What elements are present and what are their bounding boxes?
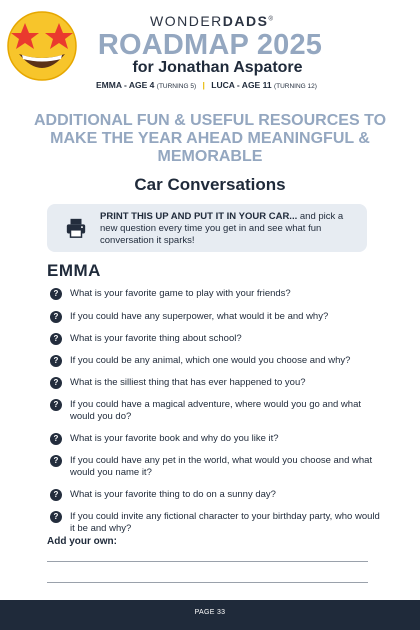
list-heading: EMMA (47, 261, 101, 280)
question-mark-icon: ? (50, 333, 62, 345)
question-mark-icon: ? (50, 399, 62, 411)
section-title: Car Conversations (134, 175, 286, 194)
section-headline: ADDITIONAL FUN & USEFUL RESOURCES TO MAKE THE YEAR AHEAD MEANINGFUL & MEMORABLE (33, 112, 387, 165)
page-subtitle: for Jonathan Aspatore (132, 59, 303, 76)
question-item (50, 377, 380, 389)
question-text: What is the silliest thing that has ever happened to you? (70, 377, 306, 388)
question-item (50, 333, 380, 345)
kid2-turning: (TURNING 12) (273, 83, 317, 90)
question-item (50, 399, 380, 423)
question-item (50, 511, 380, 535)
question-text: If you could have any superpower, what would it be and why? (70, 311, 329, 322)
question-list (50, 288, 380, 535)
kid1-name: EMMA - AGE 4 (96, 80, 155, 90)
question-text: What is your favorite thing to do on a sunny day? (70, 489, 276, 500)
question-mark-icon: ? (50, 433, 62, 445)
page-footer (0, 600, 420, 630)
question-mark-icon: ? (50, 455, 62, 467)
question-text: What is your favorite game to play with your friends? (70, 288, 291, 299)
question-item (50, 455, 380, 479)
question-text: If you could have a magical adventure, where would you go and what would you do? (70, 399, 361, 422)
brand-logo: WONDERDADS® (150, 13, 275, 29)
kid2-name: LUCA - AGE 11 (211, 80, 272, 90)
star-struck-emoji-icon (2, 4, 82, 84)
kid1-turning: (TURNING 5) (156, 83, 197, 90)
print-tip-box (47, 204, 367, 252)
question-mark-icon: ? (50, 355, 62, 367)
question-text: If you could be any animal, which one would you choose and why? (70, 355, 351, 366)
question-item (50, 355, 380, 367)
question-item (50, 311, 380, 323)
printer-icon (65, 217, 87, 239)
print-tip-text: PRINT THIS UP AND PUT IT IN YOUR CAR... and pick a new question every time you get in and see what fun conversation it sparks! (100, 211, 344, 246)
question-text: What is your favorite thing about school? (70, 333, 242, 344)
question-text: If you could have any pet in the world, what would you choose and what would you name it? (70, 455, 373, 478)
question-mark-icon: ? (50, 511, 62, 523)
question-item (50, 433, 380, 445)
add-your-own-label: Add your own: (47, 536, 117, 547)
kids-separator: | (202, 80, 205, 90)
question-mark-icon: ? (50, 288, 62, 300)
question-mark-icon: ? (50, 489, 62, 501)
question-mark-icon: ? (50, 377, 62, 389)
question-mark-icon: ? (50, 311, 62, 323)
question-text: If you could invite any fictional character to your birthday party, who would it be and why? (70, 511, 380, 534)
question-item (50, 489, 380, 501)
page-number: PAGE 33 (194, 609, 226, 616)
kids-info (96, 80, 396, 90)
page-title: ROADMAP 2025 (97, 29, 323, 61)
write-in-line (47, 582, 368, 583)
question-item (50, 288, 380, 300)
write-in-line (47, 561, 368, 562)
question-text: What is your favorite book and why do you like it? (70, 433, 279, 444)
